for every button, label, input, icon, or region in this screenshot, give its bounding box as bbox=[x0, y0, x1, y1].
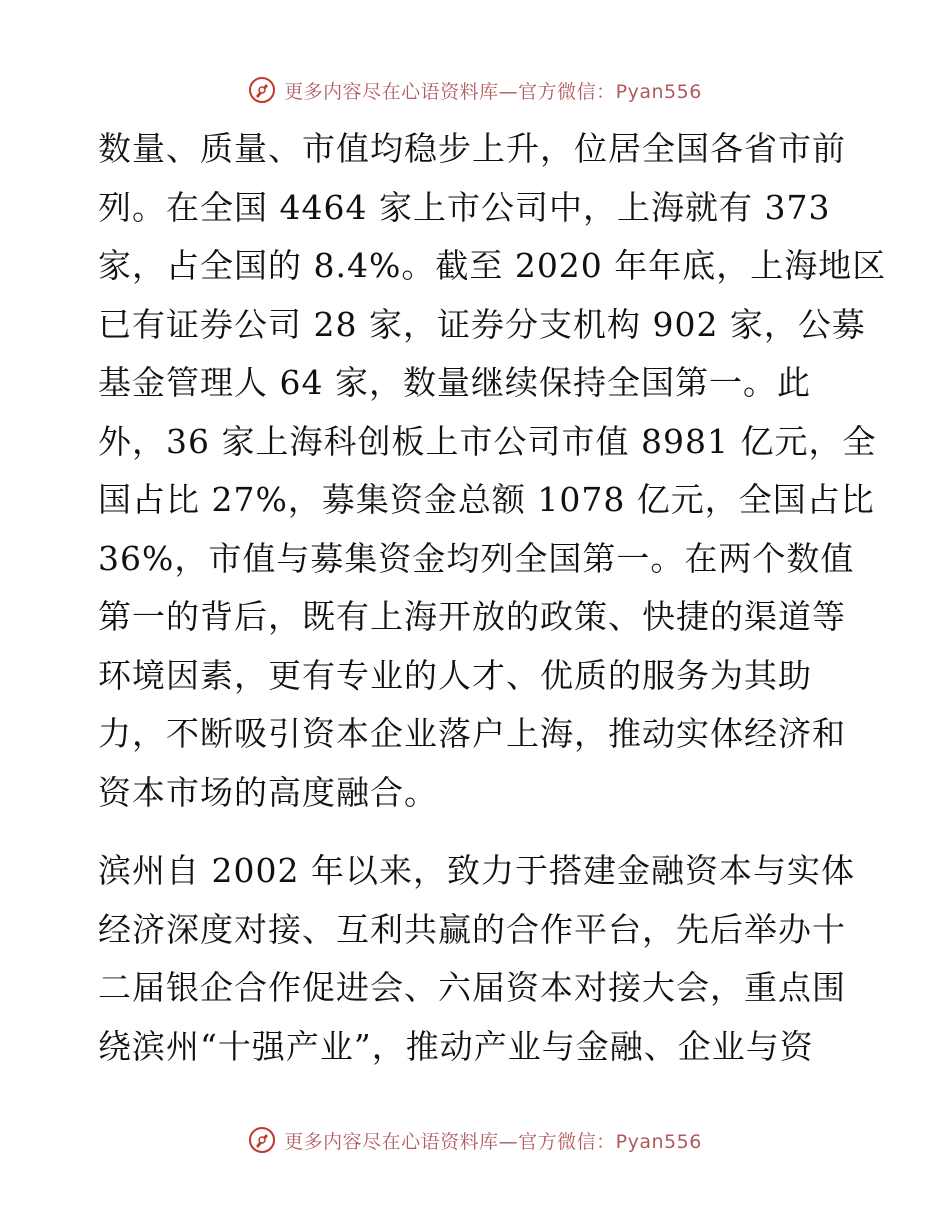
text-line: 36%，市值与募集资金均列全国第一。在两个数值 bbox=[98, 538, 855, 578]
text-line: 国占比 27%，募集资金总额 1078 亿元，全国占比 bbox=[98, 480, 875, 519]
text-line: 经济深度对接、互利共赢的合作平台，先后举办十 bbox=[98, 909, 846, 949]
header-banner bbox=[0, 70, 950, 110]
text-line: 数量、质量、市值均稳步上升，位居全国各省市前 bbox=[98, 129, 846, 168]
text-line: 列。在全国 4464 家上市公司中，上海就有 373 bbox=[98, 187, 831, 227]
text-line: 第一的背后，既有上海开放的政策、快捷的渠道等 bbox=[98, 597, 846, 636]
footer-banner bbox=[0, 1120, 950, 1160]
text-line: 力，不断吸引资本企业落户上海，推动实体经济和 bbox=[98, 714, 846, 753]
text-line: 资本市场的高度融合。 bbox=[98, 772, 438, 812]
text-line: 环境因素，更有专业的人才、优质的服务为其助 bbox=[98, 655, 812, 695]
quill-logo-icon bbox=[248, 1126, 276, 1154]
text-line: 基金管理人 64 家，数量继续保持全国第一。此 bbox=[98, 363, 811, 402]
paragraph-spacer bbox=[98, 822, 858, 842]
text-line: 二届银企合作促进会、六届资本对接大会，重点围 bbox=[98, 968, 846, 1007]
footer-banner-text: 更多内容尽在心语资料库—官方微信：Pyan556 bbox=[284, 1130, 702, 1153]
header-banner-text: 更多内容尽在心语资料库—官方微信：Pyan556 bbox=[284, 80, 702, 103]
paragraph-1 bbox=[98, 120, 887, 822]
text-line: 绕滨州“十强产业”，推动产业与金融、企业与资 bbox=[98, 1026, 814, 1066]
text-line: 滨州自 2002 年以来，致力于搭建金融资本与实体 bbox=[98, 851, 855, 890]
text-line: 已有证券公司 28 家，证券分支机构 902 家，公募 bbox=[98, 304, 866, 344]
quill-logo-icon bbox=[248, 76, 276, 104]
paragraph-2 bbox=[98, 842, 858, 1076]
text-line: 家，占全国的 8.4%。截至 2020 年年底，上海地区 bbox=[98, 246, 887, 285]
text-line: 外，36 家上海科创板上市公司市值 8981 亿元，全 bbox=[98, 421, 877, 461]
document-body bbox=[98, 120, 887, 1076]
